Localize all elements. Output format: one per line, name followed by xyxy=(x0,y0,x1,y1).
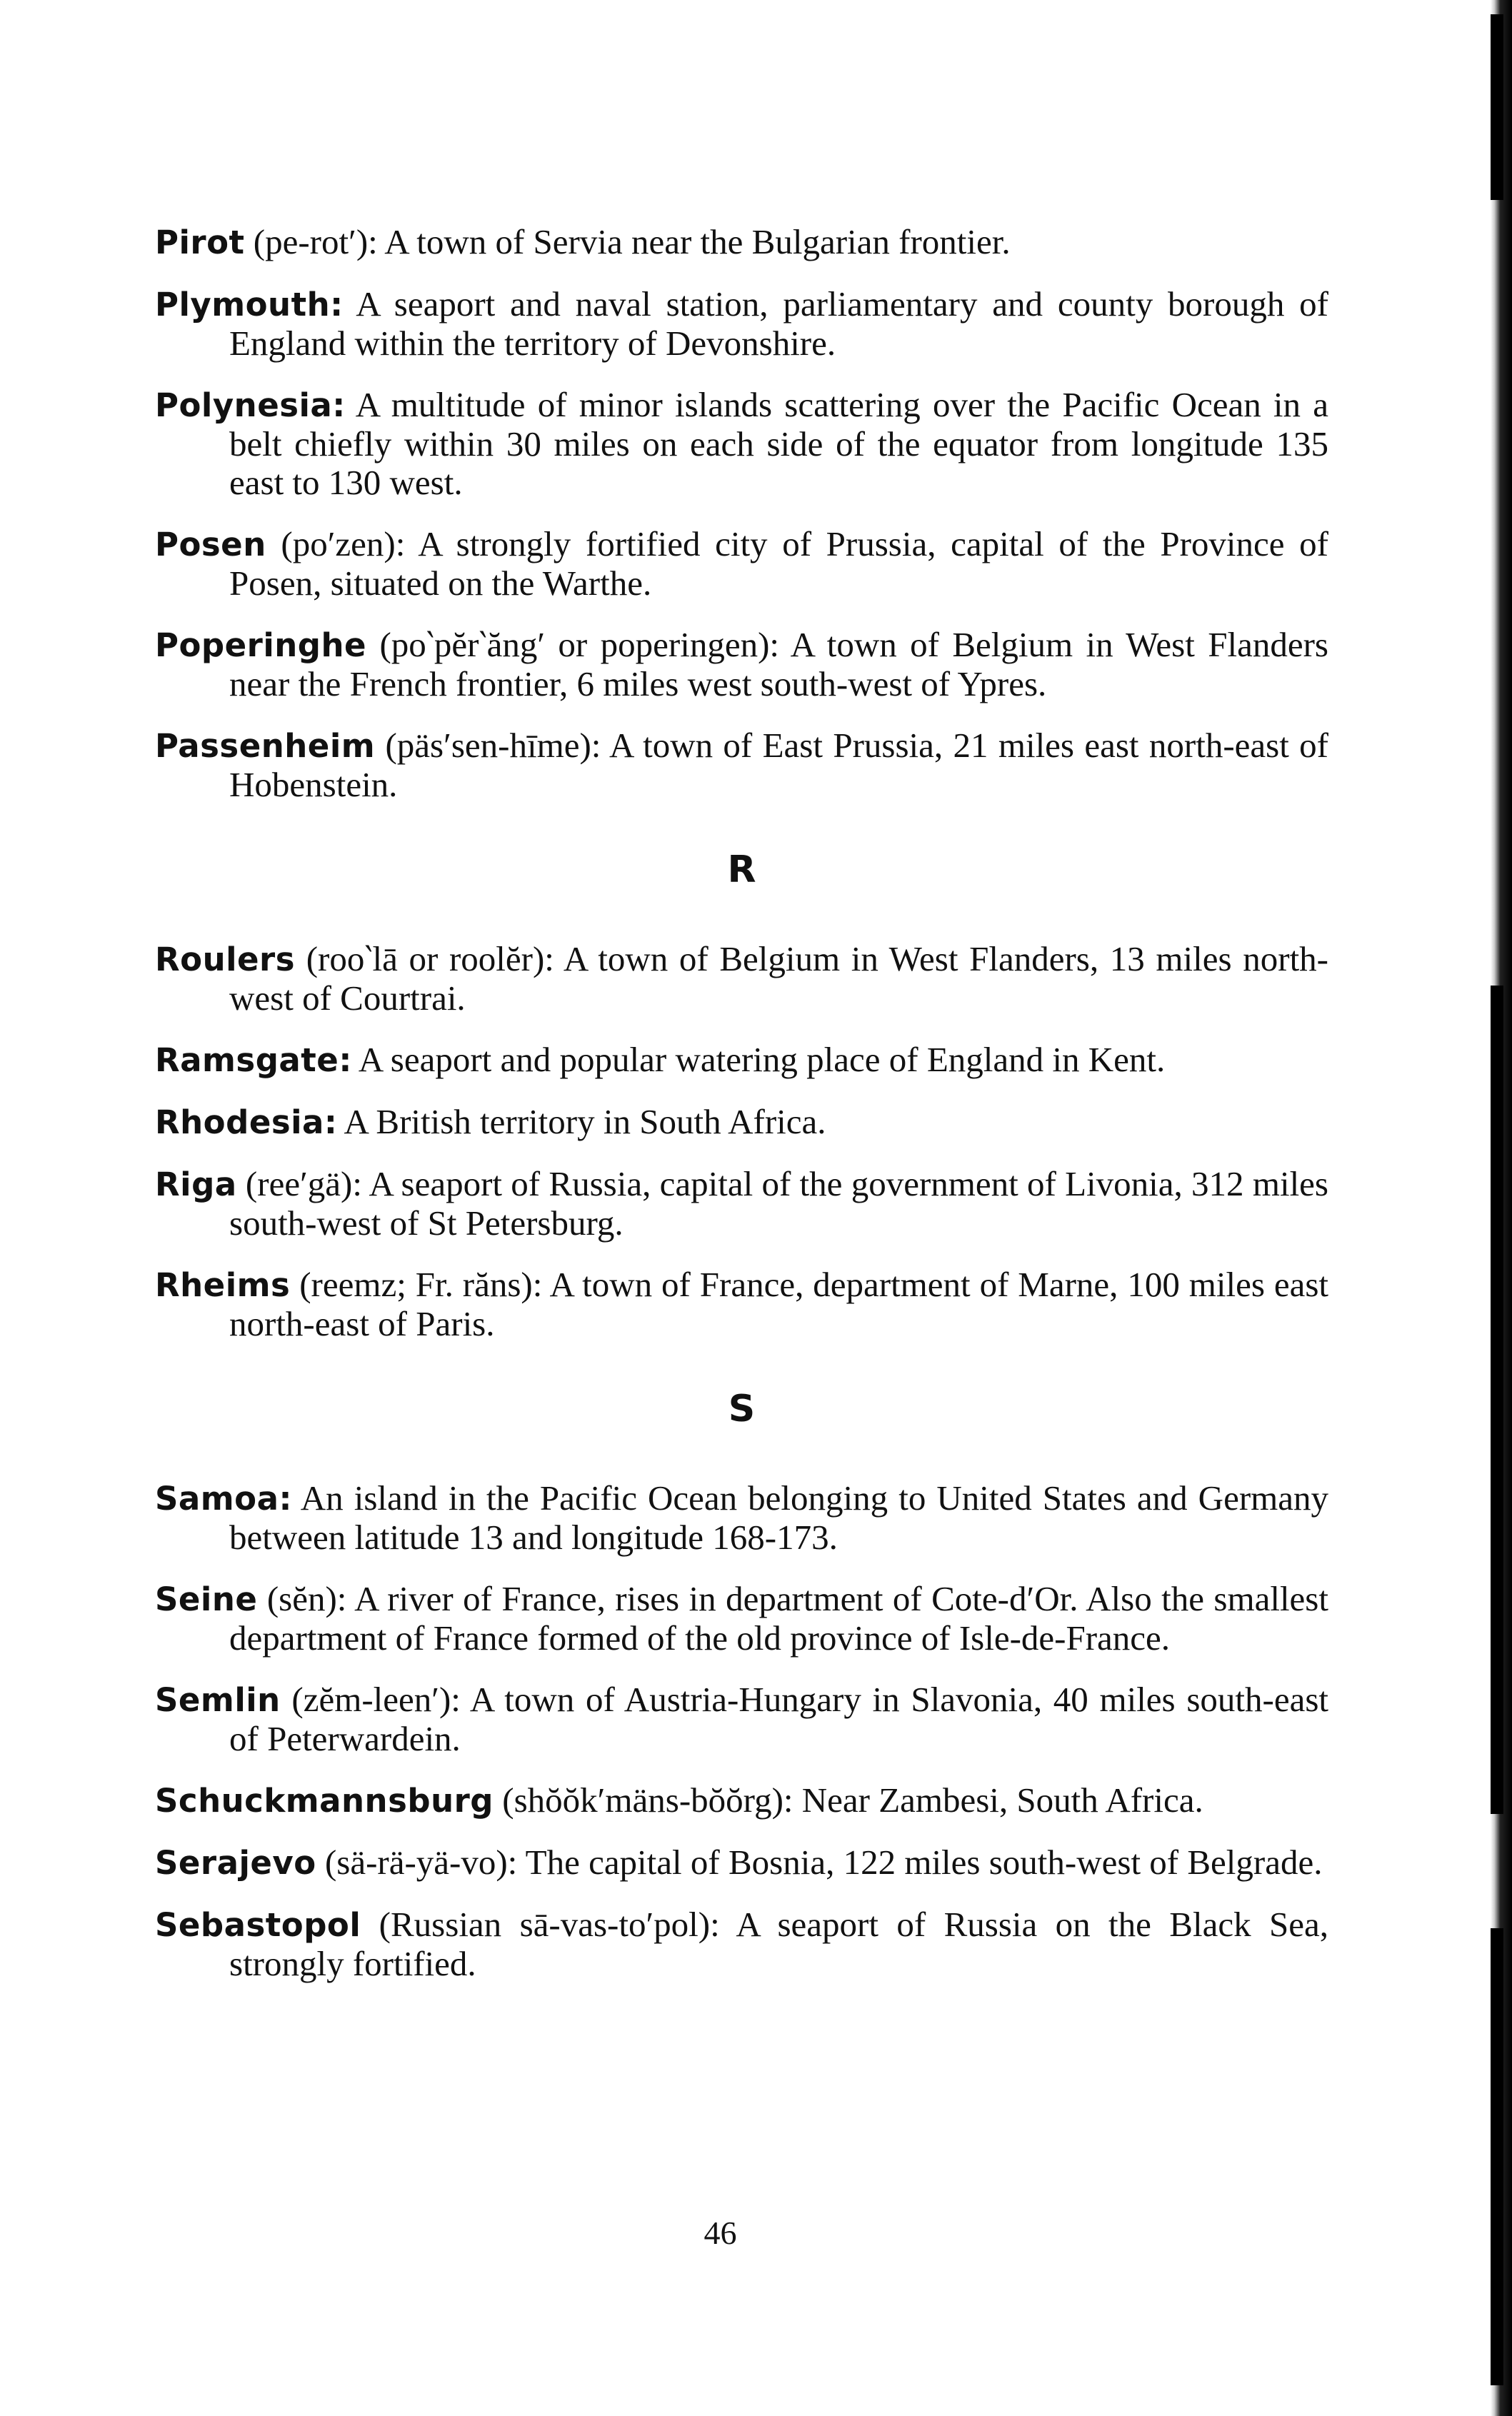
entry-text: (zĕm-leen′): A town of Austria-Hungary in Slavonia, 40 miles south-east of Peterwardein. xyxy=(229,1680,1328,1758)
entry-text: (pe-rot′): A town of Servia near the Bulgarian frontier. xyxy=(244,222,1011,261)
entry-text: (roo‵lā or roolĕr): A town of Belgium in West Flanders, 13 miles north-west of Courtrai. xyxy=(229,939,1328,1018)
entry-headword: Schuckmannsburg xyxy=(155,1782,494,1820)
entry-headword: Polynesia xyxy=(155,386,333,424)
entry-headword: Pirot xyxy=(155,224,245,261)
entry-semlin xyxy=(155,1680,1328,1758)
entry-headword: Seine xyxy=(155,1580,258,1618)
entry-text: (po′zen): A strongly fortified city of Prussia, capital of the Province of Posen, situated on the Warthe. xyxy=(229,524,1328,603)
entry-headword: Plymouth xyxy=(155,286,331,324)
entry-text: (po‵pĕr‵ăng′ or poperingen): A town of Belgium in West Flanders near the French frontier, 6 miles west south-west of Ypres. xyxy=(229,625,1328,703)
entry-seine xyxy=(155,1580,1328,1658)
entry-text: (päs′sen-hīme): A town of East Prussia, 21 miles east north-east of Hobenstein. xyxy=(229,726,1328,804)
entry-headword: Ramsgate xyxy=(155,1041,339,1079)
entry-rhodesia xyxy=(155,1103,1328,1142)
entry-colon: : xyxy=(324,1103,337,1141)
entry-headword: Samoa xyxy=(155,1480,279,1518)
entry-colon: : xyxy=(279,1480,292,1518)
entry-headword: Passenheim xyxy=(155,727,376,765)
entry-text: A seaport and naval station, parliamentary and county borough of England within the territory of Devonshire. xyxy=(229,284,1328,363)
entry-headword: Rheims xyxy=(155,1266,291,1304)
page-number: 46 xyxy=(704,2215,737,2251)
entry-roulers xyxy=(155,940,1328,1018)
entry-plymouth xyxy=(155,285,1328,363)
entry-text: (sä-rä-yä-vo): The capital of Bosnia, 122 miles south-west of Belgrade. xyxy=(316,1843,1323,1882)
entry-ramsgate xyxy=(155,1041,1328,1080)
entry-headword: Rhodesia xyxy=(155,1103,324,1141)
entry-text: A multitude of minor islands scattering over the Pacific Ocean in a belt chiefly within 30 miles on each side of the equator from longitude 135 east to 130 west. xyxy=(229,385,1328,502)
entry-pirot xyxy=(155,223,1328,262)
entry-headword: Roulers xyxy=(155,941,296,978)
entry-schuckmannsburg xyxy=(155,1781,1328,1820)
entry-samoa xyxy=(155,1479,1328,1557)
entry-headword: Posen xyxy=(155,526,266,563)
entry-passenheim xyxy=(155,726,1328,804)
scan-edge-mark xyxy=(1491,1928,1503,2385)
entry-text: (ree′gä): A seaport of Russia, capital of the government of Livonia, 312 miles south-west of St Petersburg. xyxy=(229,1164,1328,1243)
entry-colon: : xyxy=(332,386,346,424)
entry-text: (sĕn): A river of France, rises in department of Cote-d′Or. Also the smallest department of France formed of the old province of Isle-de-France. xyxy=(229,1579,1328,1658)
entry-polynesia xyxy=(155,386,1328,502)
section-letter-s: S xyxy=(728,1388,756,1430)
entry-serajevo xyxy=(155,1843,1328,1883)
entry-headword: Poperinghe xyxy=(155,626,367,664)
gazetteer-content xyxy=(155,223,1328,2006)
entry-text: A British territory in South Africa. xyxy=(336,1102,826,1141)
entry-colon: : xyxy=(330,286,344,324)
entry-text: (shŏŏk′mäns-bŏŏrg): Near Zambesi, South Africa. xyxy=(494,1780,1203,1820)
entry-headword: Serajevo xyxy=(155,1844,316,1882)
scan-edge-mark xyxy=(1491,14,1503,200)
entry-headword: Sebastopol xyxy=(155,1906,361,1944)
entry-headword: Semlin xyxy=(155,1681,281,1719)
entry-headword: Riga xyxy=(155,1166,237,1203)
entry-sebastopol xyxy=(155,1905,1328,1983)
entry-posen xyxy=(155,525,1328,603)
entry-riga xyxy=(155,1165,1328,1243)
entry-poperinghe xyxy=(155,626,1328,703)
entry-text: A seaport and popular watering place of England in Kent. xyxy=(351,1040,1166,1079)
entry-text: An island in the Pacific Ocean belonging to United States and Germany between latitude 13 and longitude 168-173. xyxy=(229,1478,1328,1557)
entry-text: (Russian sā-vas-to′pol): A seaport of Russia on the Black Sea, strongly fortified. xyxy=(229,1905,1328,1983)
scan-edge-mark xyxy=(1491,986,1503,1814)
entry-colon: : xyxy=(339,1041,352,1079)
entry-text: (reemz; Fr. răns): A town of France, department of Marne, 100 miles east north-east of Paris. xyxy=(229,1265,1328,1343)
section-letter-r: R xyxy=(727,848,756,891)
entry-rheims xyxy=(155,1265,1328,1343)
